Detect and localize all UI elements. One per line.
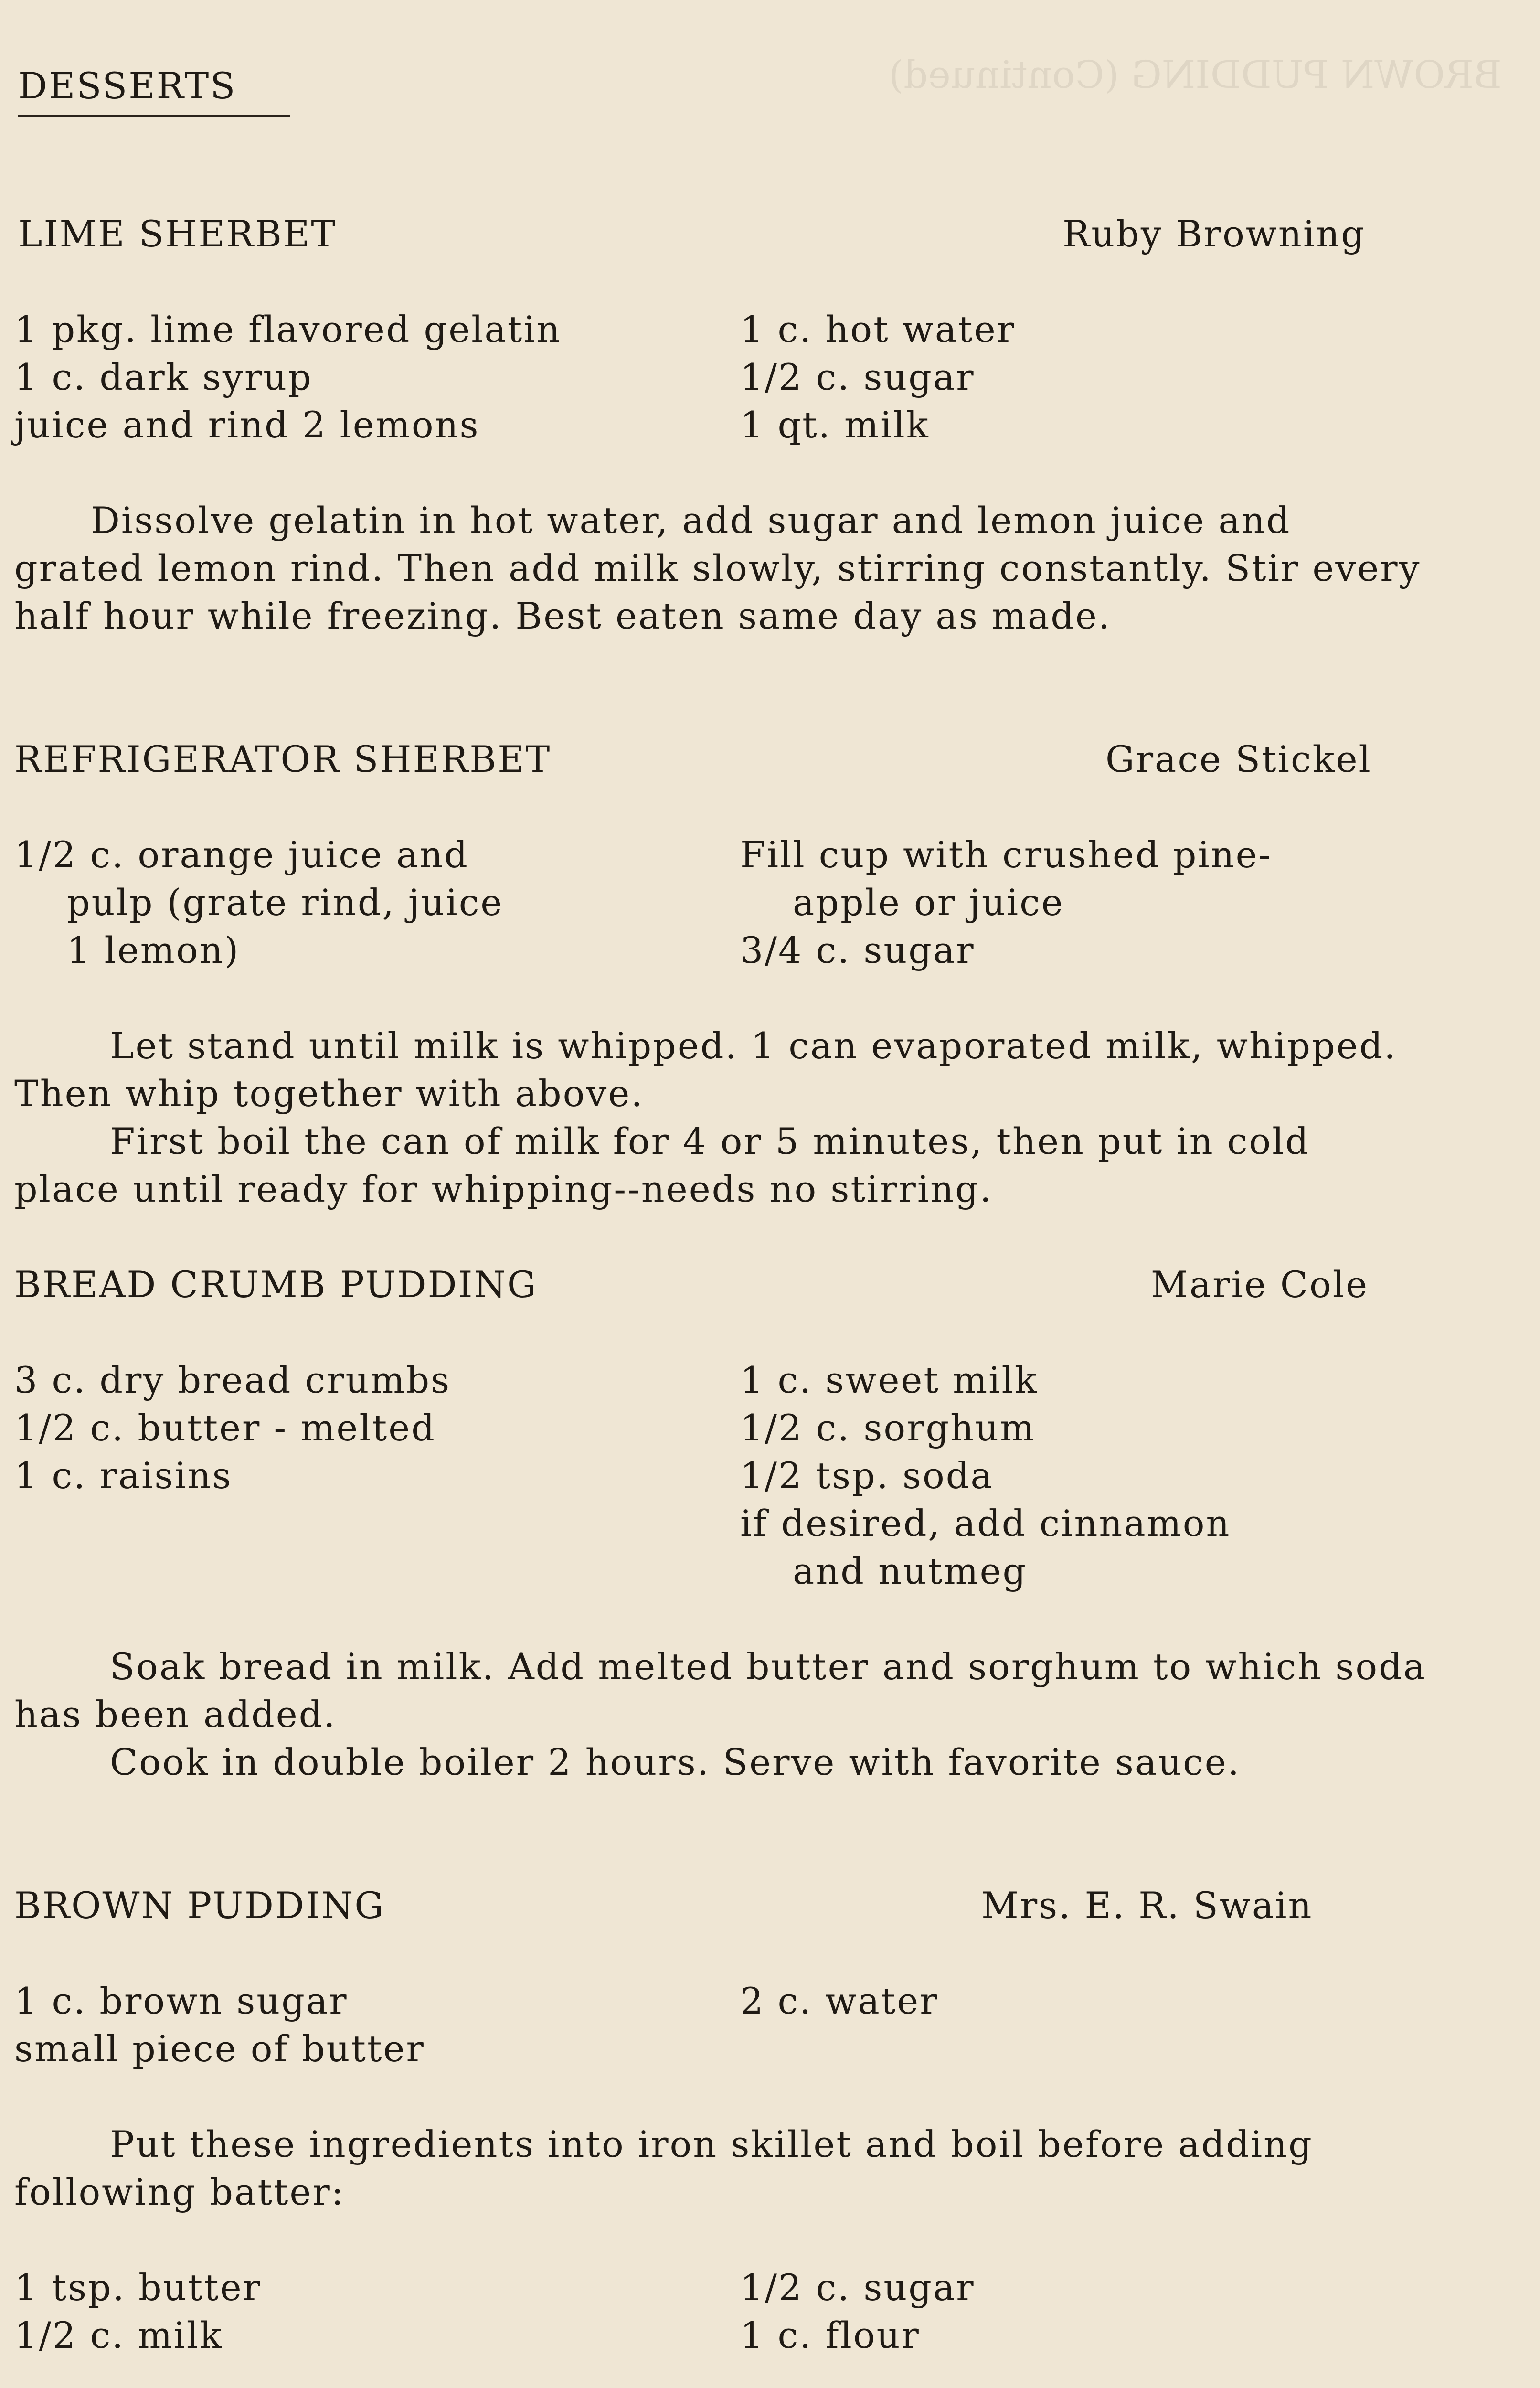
- ingredient: if desired, add cinnamon: [740, 1502, 1231, 1545]
- ingredient: 3 c. dry bread crumbs: [14, 1359, 451, 1401]
- ingredient: 1 qt. milk: [740, 404, 930, 446]
- ingredient: 1/2 c. sugar: [740, 356, 975, 398]
- ingredient: 1 lemon): [67, 929, 240, 971]
- recipe-title-brown-pudding: BROWN PUDDING: [14, 1884, 385, 1927]
- recipe-author-refrigerator-sherbet: Grace Stickel: [1105, 738, 1372, 780]
- ingredient: apple or juice: [793, 881, 1064, 924]
- ingredient: 1 c. flour: [740, 2314, 920, 2356]
- recipe-title-refrigerator-sherbet: REFRIGERATOR SHERBET: [14, 738, 552, 780]
- ingredient: 3/4 c. sugar: [740, 929, 975, 971]
- ingredient: 1/2 c. sorghum: [740, 1407, 1036, 1449]
- section-underline: [18, 115, 290, 117]
- ingredient: pulp (grate rind, juice: [67, 881, 504, 924]
- ingredient: 1/2 tsp. soda: [740, 1454, 994, 1497]
- ingredient: 1 c. dark syrup: [14, 356, 313, 398]
- recipe-author-brown-pudding: Mrs. E. R. Swain: [981, 1884, 1313, 1927]
- directions-brown-pudding: Put these ingredients into iron skillet and boil before adding following batter:: [14, 2123, 1313, 2213]
- ingredient: 1 tsp. butter: [14, 2266, 262, 2309]
- ingredient: 1 c. hot water: [740, 308, 1016, 351]
- ingredient: 1 c. sweet milk: [740, 1359, 1038, 1401]
- ingredient: 2 c. water: [740, 1980, 939, 2022]
- directions-bread-crumb-pudding: Soak bread in milk. Add melted butter and sorghum to which soda has been added.: [14, 1645, 1427, 1736]
- recipe-author-bread-crumb-pudding: Marie Cole: [1151, 1263, 1369, 1306]
- ingredient: 1 pkg. lime flavored gelatin: [14, 308, 562, 351]
- bleed-through-text: BROWN PUDDING (Continued): [889, 53, 1502, 97]
- ingredient: juice and rind 2 lemons: [14, 404, 480, 446]
- recipe-title-bread-crumb-pudding: BREAD CRUMB PUDDING: [14, 1263, 538, 1306]
- directions-refrigerator-sherbet-2: First boil the can of milk for 4 or 5 minutes, then put in cold place until ready for whipping--needs no stirring.: [14, 1120, 1310, 1210]
- ingredient: 1/2 c. sugar: [740, 2266, 975, 2309]
- recipe-title-lime-sherbet: LIME SHERBET: [18, 213, 337, 255]
- ingredient: Fill cup with crushed pine-: [740, 833, 1273, 876]
- directions-refrigerator-sherbet: Let stand until milk is whipped. 1 can evaporated milk, whipped. Then whip together with above.: [14, 1024, 1397, 1115]
- directions-bread-crumb-pudding-2: Cook in double boiler 2 hours. Serve with favorite sauce.: [110, 1741, 1241, 1783]
- ingredient: 1/2 c. milk: [14, 2314, 223, 2356]
- ingredient: 1 c. brown sugar: [14, 1980, 348, 2022]
- ingredient: 1 c. raisins: [14, 1454, 233, 1497]
- ingredient: 1/2 c. orange juice and: [14, 833, 469, 876]
- ingredient: 1/2 c. butter - melted: [14, 1407, 436, 1449]
- ingredient: and nutmeg: [793, 1550, 1028, 1592]
- ingredient: small piece of butter: [14, 2027, 425, 2070]
- section-header: DESSERTS: [18, 64, 237, 107]
- directions-lime-sherbet: Dissolve gelatin in hot water, add sugar and lemon juice and grated lemon rind. Then add milk slowly, stirring constantly. Stir every half hour while freezing. Best eaten same day as made.: [14, 499, 1421, 637]
- recipe-author-lime-sherbet: Ruby Browning: [1062, 213, 1366, 255]
